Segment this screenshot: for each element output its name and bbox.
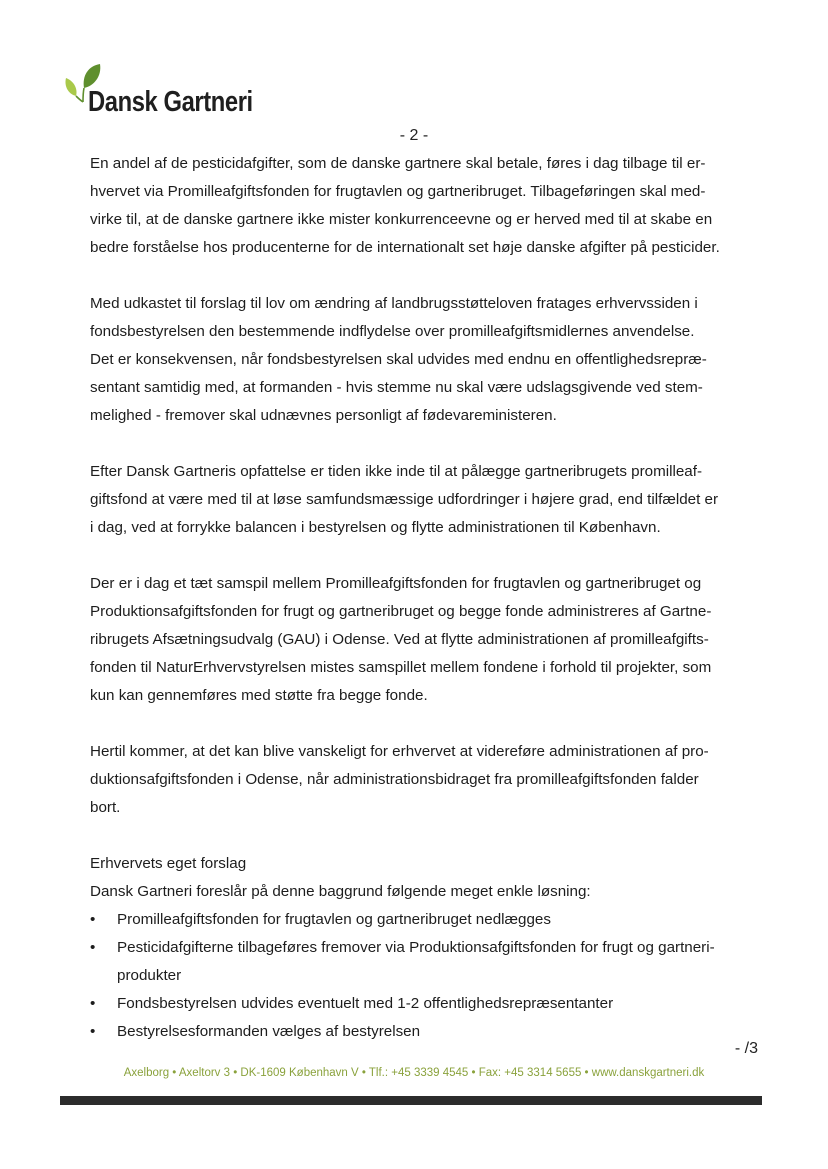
continuation-mark: - /3	[734, 1040, 758, 1057]
list-item	[90, 990, 762, 1018]
letter-body	[90, 150, 762, 1046]
paragraph-3	[90, 458, 762, 542]
text-line: i dag, ved at forrykke balancen i bestyrelsen og flytte administrationen til København.	[90, 519, 661, 536]
list-item	[90, 1018, 762, 1046]
dansk-gartneri-logo	[62, 62, 262, 124]
proposal-intro: Dansk Gartneri foreslår på denne baggrund følgende meget enkle løsning:	[90, 883, 591, 900]
footer-address: Axelborg • Axeltorv 3 • DK-1609 København V • Tlf.: +45 3339 4545 • Fax: +45 3314 5655 • www.danskgartneri.dk	[123, 1067, 705, 1079]
text-line: ribrugets Afsætningsudvalg (GAU) i Odense. Ved at flytte administrationen af promilleafgifts-	[90, 631, 709, 648]
paragraph-2	[90, 290, 762, 430]
text-line: produkter	[117, 967, 182, 984]
text-line: bort.	[90, 799, 121, 816]
text-line: Efter Dansk Gartneris opfattelse er tiden ikke inde til at pålægge gartneribrugets promilleaf-	[90, 463, 703, 480]
section-heading: Erhvervets eget forslag	[90, 855, 247, 872]
text-line: bedre forståelse hos producenterne for de internationalt set høje danske afgifter på pesticider.	[90, 239, 720, 256]
text-line: duktionsafgiftsfonden i Odense, når administrationsbidraget fra promilleafgiftsfonden falder	[90, 771, 699, 788]
text-line: • Promilleafgiftsfonden for frugtavlen og gartneribruget nedlægges	[117, 911, 551, 928]
text-line: melighed - fremover skal udnævnes personligt af fødevareministeren.	[90, 407, 557, 424]
text-line: Der er i dag et tæt samspil mellem Promilleafgiftsfonden for frugtavlen og gartneribruget og	[90, 575, 702, 592]
paragraph-5	[90, 738, 762, 822]
text-line: giftsfond at være med til at løse samfundsmæssige udfordringer i højere grad, end tilfældet er	[90, 491, 719, 508]
proposal-section	[90, 850, 762, 1046]
text-line: Hertil kommer, at det kan blive vanskeligt for erhvervet at videreføre administrationen af pro-	[90, 743, 709, 760]
text-line: En andel af de pesticidafgifter, som de danske gartnere skal betale, føres i dag tilbage til er-	[90, 155, 706, 172]
paragraph-1	[90, 150, 762, 262]
proposal-list	[90, 906, 762, 1046]
page-number: - 2 -	[399, 127, 429, 144]
list-item	[90, 934, 762, 990]
text-line: fonden til NaturErhvervstyrelsen mistes samspillet mellem fondene i forhold til projekter, som	[90, 659, 712, 676]
text-line: fondsbestyrelsen den bestemmende indflydelse over promilleafgiftsmidlernes anvendelse.	[90, 323, 695, 340]
text-line: Med udkastet til forslag til lov om ændring af landbrugsstøtteloven fratages erhvervssiden i	[90, 295, 698, 312]
paragraph-4	[90, 570, 762, 710]
text-line: virke til, at de danske gartnere ikke mister konkurrenceevne og er herved med til at skabe en	[90, 211, 713, 228]
text-line: kun kan gennemføres med støtte fra begge fonde.	[90, 687, 428, 704]
text-line: • Fondsbestyrelsen udvides eventuelt med 1-2 offentlighedsrepræsentanter	[117, 995, 614, 1012]
footer-bar	[60, 1096, 762, 1105]
list-item	[90, 906, 762, 934]
text-line: Det er konsekvensen, når fondsbestyrelsen skal udvides med endnu en offentlighedsrepræ-	[90, 351, 707, 368]
text-line: sentant samtidig med, at formanden - hvis stemme nu skal være udslagsgivende ved stem-	[90, 379, 703, 396]
text-line: • Pesticidafgifterne tilbageføres fremover via Produktionsafgiftsfonden for frugt og gartneri-	[117, 939, 715, 956]
text-line: Produktionsafgiftsfonden for frugt og gartneribruget og begge fonde administreres af Gartne-	[90, 603, 712, 620]
text-line: • Bestyrelsesformanden vælges af bestyrelsen	[117, 1023, 421, 1040]
logo-wordmark: Dansk Gartneri	[88, 86, 253, 118]
text-line: hvervet via Promilleafgiftsfonden for frugtavlen og gartneribruget. Tilbageføringen skal med-	[90, 183, 706, 200]
